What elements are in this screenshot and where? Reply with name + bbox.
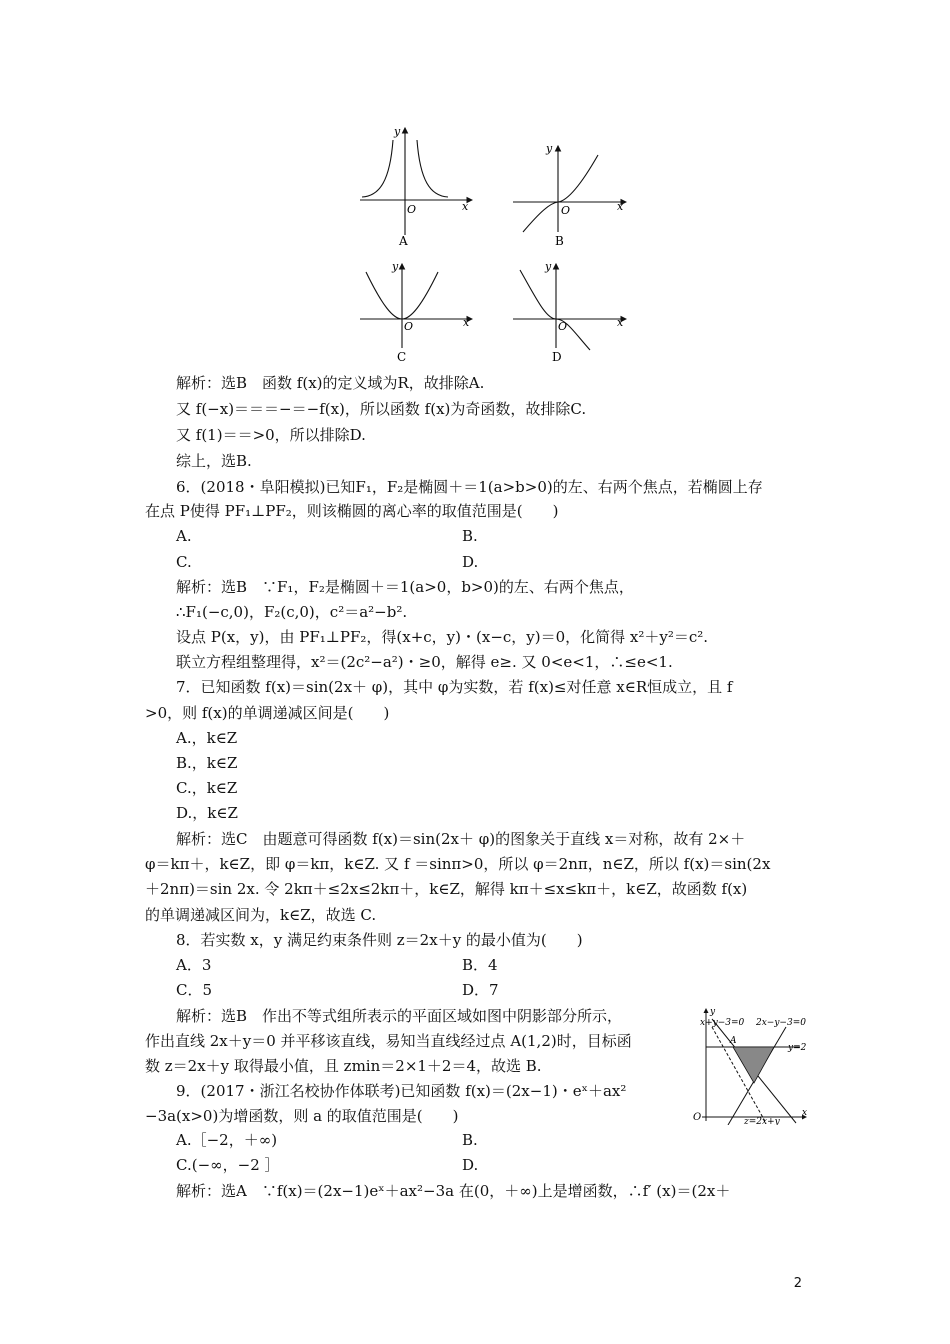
page-number: 2 (793, 1276, 802, 1291)
q7-solution-line-1: 解析：选C 由题意可得函数 f(x)＝sin(2x＋ φ)的图象关于直线 x＝对称，故有 2×＋ (176, 830, 746, 848)
q6-option-d: D. (462, 553, 479, 571)
graph-d-origin: O (558, 320, 568, 333)
q8-option-a: A．3 (176, 956, 212, 974)
graph-label-y-eq-2: y=2 (788, 1043, 807, 1053)
q9-solution-line-1: 解析：选A ∵f(x)＝(2x−1)eˣ＋ax²−3a 在(0，＋∞)上是增函数，∴f′ (x)＝(2x＋ (176, 1182, 731, 1200)
q5-solution-line-2: 又 f(−x)＝＝＝−＝−f(x)，所以函数 f(x)为奇函数，故排除C. (176, 400, 587, 418)
graph-c-x-label: x (463, 316, 470, 329)
graph-b-y-label: y (546, 142, 553, 155)
q6-solution-line-3: 设点 P(x，y)，由 PF₁⊥PF₂，得(x+c，y)・(x−c，y)＝0，化简得 x²＋y²＝c². (176, 628, 709, 646)
q7-stem-line-1: 7．已知函数 f(x)＝sin(2x＋ φ)，其中 φ为实数，若 f(x)≤对任意 x∈R恒成立，且 f (176, 678, 733, 696)
q7-option-d: D.，k∈Z (176, 804, 238, 822)
q6-solution-line-1: 解析：选B ∵F₁，F₂是椭圆＋＝1(a>0，b>0)的左、右两个焦点， (176, 578, 634, 596)
q8-option-b: B．4 (462, 956, 498, 974)
q7-stem-line-2: >0，则 f(x)的单调递减区间是( ) (145, 704, 390, 722)
graph-a-caption: A (399, 234, 408, 248)
graph-a-y-label: y (394, 125, 401, 138)
graph-d-x-label: x (617, 316, 624, 329)
q5-solution-line-3: 又 f(1)＝＝>0，所以排除D. (176, 426, 366, 444)
shaded-region (733, 1047, 774, 1083)
graph-label-y-axis: y (710, 1007, 716, 1017)
q9-option-b: B. (462, 1131, 478, 1149)
q6-stem-line-1: 6．(2018・阜阳模拟)已知F₁，F₂是椭圆＋＝1(a>b>0)的左、右两个焦点，若椭圆上存 (176, 478, 763, 496)
q6-solution-line-4: 联立方程组整理得，x²＝(2c²−a²)・≥0，解得 e≥. 又 0<e<1，∴≤e<1. (176, 653, 673, 671)
q9-option-c: C.(−∞，−2 ］ (176, 1156, 280, 1174)
q5-solution-line-1: 解析：选B 函数 f(x)的定义域为R，故排除A. (176, 374, 485, 392)
graph-d-y-label: y (545, 260, 552, 273)
q7-option-a: A.，k∈Z (176, 729, 238, 747)
graph-d-caption: D (552, 350, 562, 364)
q8-option-c: C．5 (176, 981, 213, 999)
graph-label-point-a: A (730, 1036, 737, 1046)
graph-b (513, 146, 626, 232)
feasible-region-graph (688, 1005, 810, 1125)
function-graphs-figure (0, 0, 950, 380)
q8-solution-line-2: 作出直线 2x＋y＝0 并平移该直线，易知当直线经过点 A(1,2)时，目标函 (145, 1032, 632, 1050)
q7-solution-line-4: 的单调递减区间为，k∈Z，故选 C. (145, 906, 377, 924)
graph-label-origin: O (693, 1112, 702, 1123)
graph-b-caption: B (555, 234, 564, 248)
q8-solution-line-1: 解析：选B 作出不等式组所表示的平面区域如图中阴影部分所示， (176, 1007, 623, 1025)
graph-a (360, 128, 472, 235)
q6-option-c: C. (176, 553, 192, 571)
q9-option-d: D. (462, 1156, 479, 1174)
graph-c-caption: C (397, 350, 407, 364)
q7-solution-line-3: ＋2nπ)＝sin 2x. 令 2kπ＋≤2x≤2kπ＋，k∈Z，解得 kπ＋≤x≤kπ＋，k∈Z，故函数 f(x) (145, 880, 748, 898)
q9-stem-line-2: −3a(x>0)为增函数，则 a 的取值范围是( ) (145, 1107, 459, 1125)
graph-c-y-label: y (392, 260, 399, 273)
graph-label-x-axis: x (802, 1108, 808, 1118)
q7-option-b: B.，k∈Z (176, 754, 238, 772)
graph-d (513, 264, 626, 350)
q6-option-b: B. (462, 527, 478, 545)
graph-b-x-label: x (617, 200, 624, 213)
q8-option-d: D．7 (462, 981, 499, 999)
graph-c (360, 264, 472, 348)
graph-label-x-plus-y: x+y−3=0 (700, 1018, 745, 1028)
q9-option-a: A.［−2，＋∞) (176, 1131, 278, 1149)
q6-solution-line-2: ∴F₁(−c,0)，F₂(c,0)，c²＝a²−b². (176, 603, 408, 621)
q7-option-c: C.，k∈Z (176, 779, 238, 797)
q7-solution-line-2: φ＝kπ＋，k∈Z，即 φ＝kπ，k∈Z. 又 f ＝sinπ>0，所以 φ＝2nπ，n∈Z，所以 f(x)＝sin(2x (145, 855, 771, 873)
graph-a-x-label: x (462, 200, 469, 213)
graph-label-2x-minus-y: 2x−y−3=0 (756, 1018, 806, 1028)
graph-label-objective: z=2x+y (744, 1117, 780, 1125)
q8-stem: 8．若实数 x，y 满足约束条件则 z＝2x＋y 的最小值为( ) (176, 931, 583, 949)
graph-c-origin: O (404, 320, 414, 333)
q9-stem-line-1: 9．(2017・浙江名校协作体联考)已知函数 f(x)＝(2x−1)・eˣ＋ax² (176, 1082, 627, 1100)
q8-solution-line-3: 数 z＝2x＋y 取得最小值，且 zmin＝2×1＋2＝4，故选 B. (145, 1057, 542, 1075)
graph-a-origin: O (407, 203, 417, 216)
q5-solution-line-4: 综上，选B. (176, 452, 252, 470)
graph-b-origin: O (561, 204, 571, 217)
q6-option-a: A. (176, 527, 192, 545)
q6-stem-line-2: 在点 P使得 PF₁⊥PF₂，则该椭圆的离心率的取值范围是( ) (145, 502, 559, 520)
